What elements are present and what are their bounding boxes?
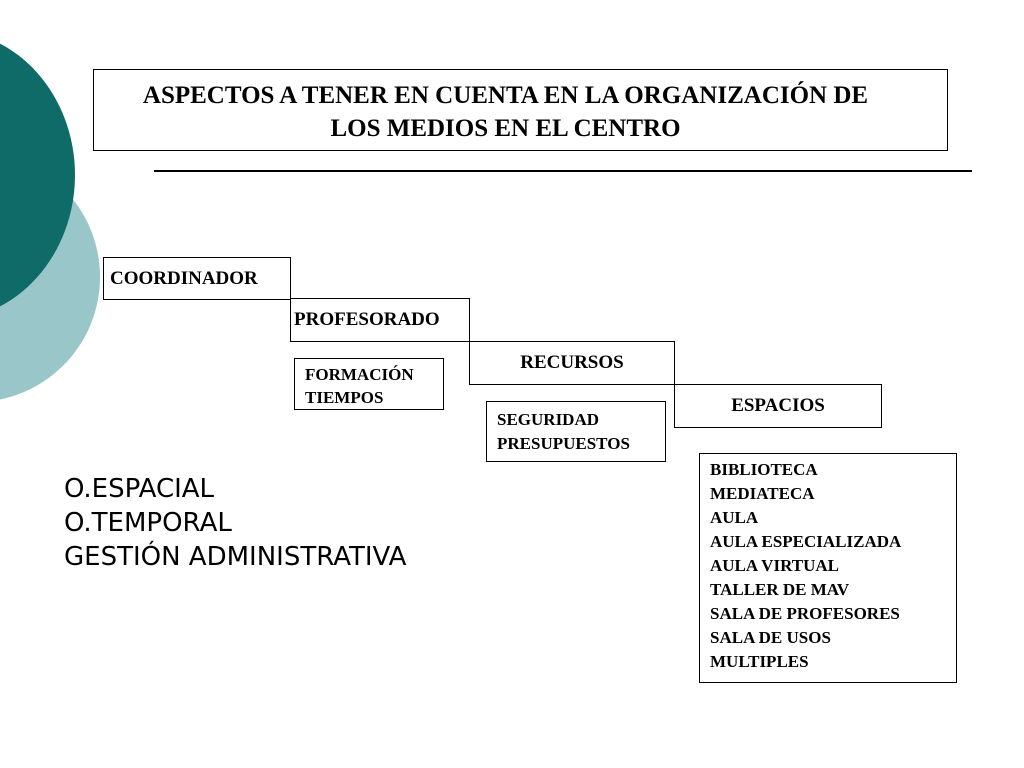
list-item: AULA VIRTUAL xyxy=(710,556,839,575)
step-espacios: ESPACIOS xyxy=(674,384,882,428)
list-item: MEDIATECA xyxy=(710,484,815,503)
title-line-2: LOS MEDIOS EN EL CENTRO xyxy=(330,115,681,142)
title-divider xyxy=(154,170,972,172)
list-item: SALA DE USOS xyxy=(710,628,831,647)
espacios-details xyxy=(699,453,957,683)
step-profesorado: PROFESORADO xyxy=(290,298,470,342)
list-item: BIBLIOTECA xyxy=(710,460,818,479)
list-item: AULA ESPECIALIZADA xyxy=(710,532,902,551)
recursos-details xyxy=(486,401,666,462)
list-item: PRESUPUESTOS xyxy=(497,434,630,453)
list-item: FORMACIÓN xyxy=(305,365,414,384)
list-item: TIEMPOS xyxy=(305,388,384,407)
slide-title xyxy=(93,69,948,151)
list-item: O.ESPACIAL xyxy=(64,474,215,504)
list-item: TALLER DE MAV xyxy=(710,580,850,599)
list-item: GESTIÓN ADMINISTRATIVA xyxy=(64,542,407,572)
title-line-1: ASPECTOS A TENER EN CUENTA EN LA ORGANIZACIÓN DE xyxy=(142,82,869,109)
list-item: O.TEMPORAL xyxy=(64,508,232,538)
step-recursos: RECURSOS xyxy=(469,341,675,385)
organizacion-list xyxy=(64,472,406,574)
list-item: AULA xyxy=(710,508,759,527)
profesorado-details xyxy=(294,358,444,410)
list-item: SALA DE PROFESORES xyxy=(710,604,900,623)
list-item: MULTIPLES xyxy=(710,652,809,671)
list-item: SEGURIDAD xyxy=(497,410,600,429)
step-coordinador: COORDINADOR xyxy=(103,257,291,300)
